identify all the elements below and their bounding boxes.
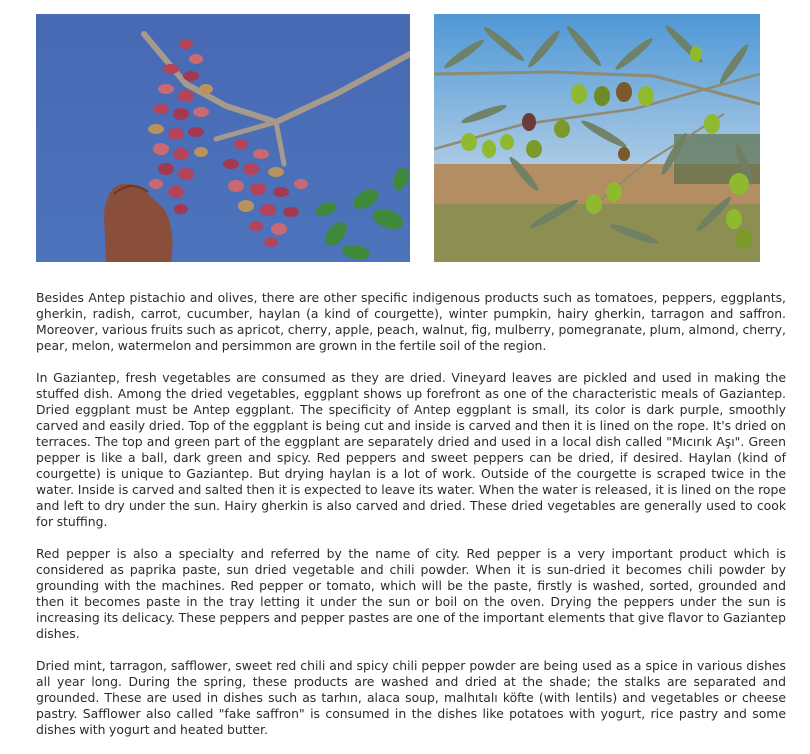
article-body xyxy=(36,290,786,754)
paragraph-spices: Dried mint, tarragon, safflower, sweet red chili and spicy chili pepper powder are being used as a spice in various dishes all year long. During the spring, these products are washed and dried at the shade; the stalks are separated and grounded. These are used in dishes such as tarhın, alaca soup, malhıtalı köfte (with lentils) and vegetables or cheese pastry. Safflower also called "fake saffron" is consumed in the dishes like potatoes with yogurt, rice pastry and some dishes with yogurt and heated butter. xyxy=(36,658,786,737)
photo-row xyxy=(36,14,760,262)
paragraph-red-pepper: Red pepper is also a specialty and referred by the name of city. Red pepper is a very important product which is considered as paprika paste, sun dried vegetable and chili powder. When it is sun-dried it becomes chili powder by grounding with the machines. Red pepper or tomato, which will be the paste, firstly is washed, sorted, grounded and then it becomes paste in the tray letting it under the sun or boil on the oven. Drying the peppers under the sun is increasing its delicacy. These peppers and pepper pastes are one of the important elements that give flavor to Gaziantep dishes. xyxy=(36,546,786,641)
paragraph-dried-vegetables: In Gaziantep, fresh vegetables are consumed as they are dried. Vineyard leaves are pickled and used in making the stuffed dish. Among the dried vegetables, eggplant shows up forefront as one of the characteristic meals of Gaziantep. Dried eggplant must be Antep eggplant. The specificity of Antep eggplant is small, its color is dark purple, smoothly carved and easily dried. Top of the eggplant is being cut and inside is carved and then it is lined on the rope. It's dried on terraces. The top and green part of the eggplant are separately dried and used in a local dish called "Mıcırık Aşı". Green pepper is like a ball, dark green and spicy. Red peppers and sweet peppers can be dried, if desired. Haylan (kind of courgette) is unique to Gaziantep. But drying haylan is a lot of work. Outside of the courgette is scraped twice in the water. Inside is carved and salted then it is expected to leave its water. When the water is released, it is lined on the rope and left to dry under the sun. Hairy gherkin is also carved and dried. These dried vegetables are generally used to cook for stuffing. xyxy=(36,370,786,529)
olive-photo xyxy=(434,14,760,262)
paragraph-indigenous-products: Besides Antep pistachio and olives, there are other specific indigenous products such as tomatoes, peppers, eggplants, gherkin, radish, carrot, cucumber, haylan (a kind of courgette), winter pumpkin, hairy gherkin, tarragon and saffron. Moreover, various fruits such as apricot, cherry, apple, peach, walnut, fig, mulberry, pomegranate, plum, almond, cherry, pear, melon, watermelon and persimmon are grown in the fertile soil of the region. xyxy=(36,290,786,353)
pistachio-photo xyxy=(36,14,410,262)
